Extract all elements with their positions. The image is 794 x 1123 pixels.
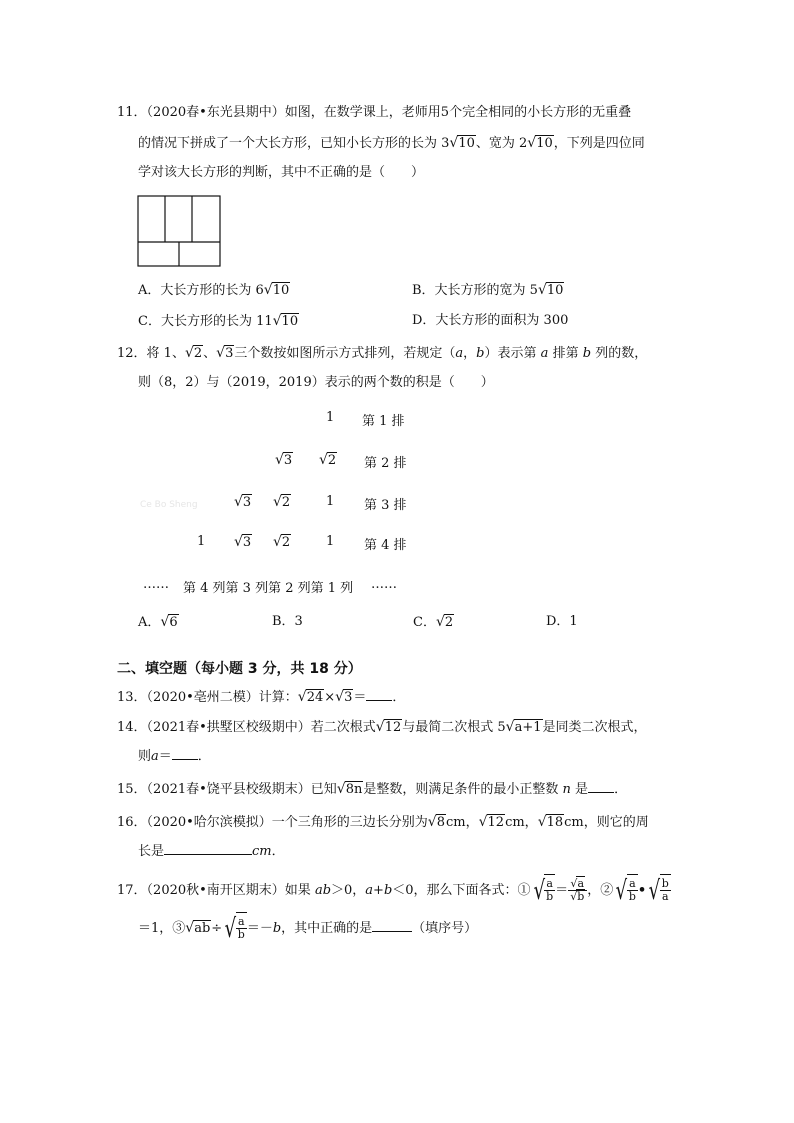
q12-option-b: B．3 [272, 614, 303, 629]
row4-sqrt3: √3 [234, 534, 252, 550]
row3-label: 第 3 排 [364, 498, 407, 513]
q11-line1: 11．（2020春•东光县期中）如图，在数学课上，老师用5个完全相同的小长方形的无重叠 [117, 105, 632, 120]
q11-sqrt-b: √10 [527, 135, 553, 151]
q11-option-a: A．大长方形的长为 6√10 [138, 282, 290, 298]
q15-blank[interactable] [588, 792, 614, 793]
row4-sqrt2: √2 [273, 534, 291, 550]
q17-expr1-lhs: √ $\frac{a}{b}$ [533, 875, 554, 906]
col-dots-left: …… [143, 577, 169, 592]
q14-line2: 则a＝ ． [138, 749, 211, 764]
q15-line: 15．（2021春•饶平县校级期末）已知√8n是整数，则满足条件的最小正整数 n 是 ． [117, 781, 628, 797]
row3-sqrt2: √2 [273, 494, 291, 510]
q11-option-c: C．大长方形的长为 11√10 [138, 313, 299, 329]
q16-line2: 长是 cm． [138, 844, 285, 859]
q17-blank[interactable] [372, 931, 412, 932]
q11-line3: 学对该大长方形的判断，其中不正确的是（ ） [138, 165, 425, 180]
col-dots-right: …… [371, 577, 397, 592]
row2-label: 第 2 排 [364, 456, 407, 471]
q17-expr3: √ $\frac{a}{b}$ [224, 913, 245, 944]
q17-expr2-b: √ $\frac{b}{a}$ [648, 875, 669, 906]
q11-line2-b: 、宽为 2 [475, 136, 528, 151]
q13-line: 13．（2020•亳州二模）计算：√24×√3＝ ． [117, 689, 406, 705]
q17-expr1-rhs: $\frac{√a}{√b}$ [568, 878, 587, 903]
q12-option-a: A．√6 [138, 614, 178, 630]
q16-line1: 16．（2020•哈尔滨模拟）一个三角形的三边长分别为√8cm，√12cm，√18cm，则它的周 [117, 814, 649, 830]
row1-label: 第 1 排 [362, 414, 405, 429]
row4-label: 第 4 排 [364, 538, 407, 553]
col-labels: 第 4 列第 3 列第 2 列第 1 列 [183, 581, 354, 596]
row4-num1a: 1 [197, 534, 206, 549]
q17-line1: 17．（2020秋•南开区期末）如果 ab＞0，a+b＜0，那么下面各式：①√ $\frac{a}{b}$ ＝ $\frac{√a}{√b}$ ，②√ $\frac{a}{b}$ •√ $\frac{b}{a}$ [117, 875, 669, 906]
row3-num1: 1 [326, 494, 335, 509]
q14-blank[interactable] [172, 759, 198, 760]
q11-option-d: D．大长方形的面积为 300 [412, 313, 569, 328]
q12-option-d: D．1 [546, 614, 578, 629]
q11-line2-a: 的情况下拼成了一个大长方形，已知小长方形的长为 3 [138, 136, 450, 151]
q12-line1: 12．将 1、√2、√3三个数按如图所示方式排列，若规定（a，b）表示第 a 排第 b 列的数， [117, 345, 648, 361]
q17-line2: ＝1，③√ab÷√ $\frac{a}{b}$ ＝－b，其中正确的是 （填序号） [138, 913, 478, 944]
q14-line1: 14．（2021春•拱墅区校级期中）若二次根式√12与最简二次根式 5√a+1是同类二次根式， [117, 719, 647, 735]
q11-rectangle-figure [137, 195, 223, 269]
q11-option-b: B．大长方形的宽为 5√10 [412, 282, 564, 298]
row1-num1: 1 [326, 410, 335, 425]
q11-line2 [138, 133, 645, 154]
watermark: Ce Bo Sheng [140, 500, 198, 510]
row3-sqrt3: √3 [234, 494, 252, 510]
row2-sqrt2: √2 [319, 452, 337, 468]
row2-sqrt3: √3 [275, 452, 293, 468]
q17-expr2-a: √ $\frac{a}{b}$ [615, 875, 636, 906]
q11-line2-c: ，下列是四位同 [553, 136, 645, 151]
q11-sqrt-a: √10 [449, 135, 475, 151]
q12-line2: 则（8，2）与（2019，2019）表示的两个数的积是（ ） [138, 375, 494, 390]
q12-option-c: C．√2 [413, 614, 454, 630]
row4-num1b: 1 [326, 534, 335, 549]
section2-title: 二、填空题（每小题 3 分，共 18 分） [117, 661, 362, 677]
q16-blank[interactable] [164, 854, 252, 855]
q13-blank[interactable] [366, 700, 392, 701]
